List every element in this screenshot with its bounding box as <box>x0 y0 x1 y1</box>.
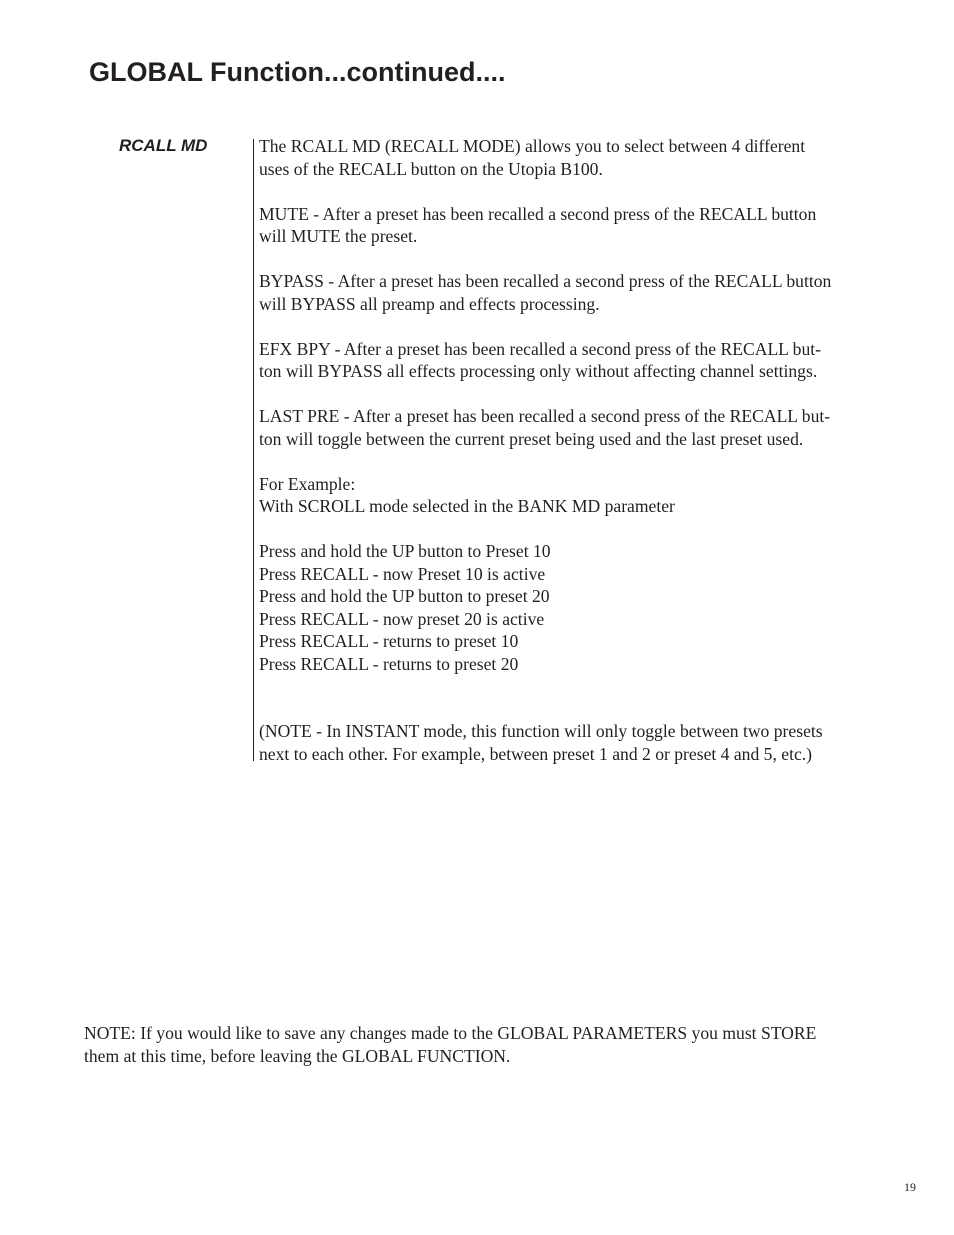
text-line: them at this time, before leaving the GLOBAL FUNCTION. <box>84 1045 511 1066</box>
text-line: Press RECALL - now Preset 10 is active <box>259 563 546 584</box>
parameter-label: RCALL MD <box>119 136 208 155</box>
text-line: For Example: <box>259 473 356 494</box>
bypass-paragraph <box>259 270 879 315</box>
text-line: Press and hold the UP button to preset 20 <box>259 586 550 606</box>
text-line: Press RECALL - returns to preset 10 <box>259 631 519 651</box>
last-pre-paragraph <box>259 405 879 450</box>
efx-bpy-paragraph <box>259 338 879 383</box>
text-line: (NOTE - In INSTANT mode, this function will only toggle between two presets <box>259 721 823 741</box>
section-divider <box>253 139 254 761</box>
text-line: next to each other. For example, between preset 1 and 2 or preset 4 and 5, etc.) <box>259 743 813 764</box>
text-line: uses of the RECALL button on the Utopia B100. <box>259 158 603 179</box>
section-body <box>259 135 879 765</box>
text-line: NOTE: If you would like to save any changes made to the GLOBAL PARAMETERS you must STORE <box>84 1023 817 1043</box>
text-line: Press RECALL - returns to preset 20 <box>259 653 519 674</box>
mute-paragraph <box>259 203 879 248</box>
text-line: will BYPASS all preamp and effects processing. <box>259 293 600 314</box>
page-title: GLOBAL Function...continued.... <box>89 57 506 87</box>
text-line: With SCROLL mode selected in the BANK MD parameter <box>259 496 675 516</box>
text-line: EFX BPY - After a preset has been recalled a second press of the RECALL but- <box>259 338 822 359</box>
example-steps-paragraph <box>259 540 879 675</box>
instant-mode-note <box>259 720 879 765</box>
example-intro-paragraph <box>259 473 879 518</box>
page-number: 19 <box>904 1180 916 1194</box>
text-line: ton will BYPASS all effects processing only without affecting channel settings. <box>259 361 818 381</box>
text-line: will MUTE the preset. <box>259 226 418 246</box>
text-line: The RCALL MD (RECALL MODE) allows you to select between 4 different <box>259 136 806 156</box>
store-note <box>84 1022 904 1067</box>
text-line: MUTE - After a preset has been recalled a second press of the RECALL button <box>259 203 817 224</box>
text-line: Press and hold the UP button to Preset 10 <box>259 541 551 561</box>
intro-paragraph <box>259 135 879 180</box>
text-line: LAST PRE - After a preset has been recalled a second press of the RECALL but- <box>259 406 831 426</box>
text-line: Press RECALL - now preset 20 is active <box>259 608 545 629</box>
text-line: ton will toggle between the current preset being used and the last preset used. <box>259 428 804 449</box>
text-line: BYPASS - After a preset has been recalled a second press of the RECALL button <box>259 271 832 291</box>
